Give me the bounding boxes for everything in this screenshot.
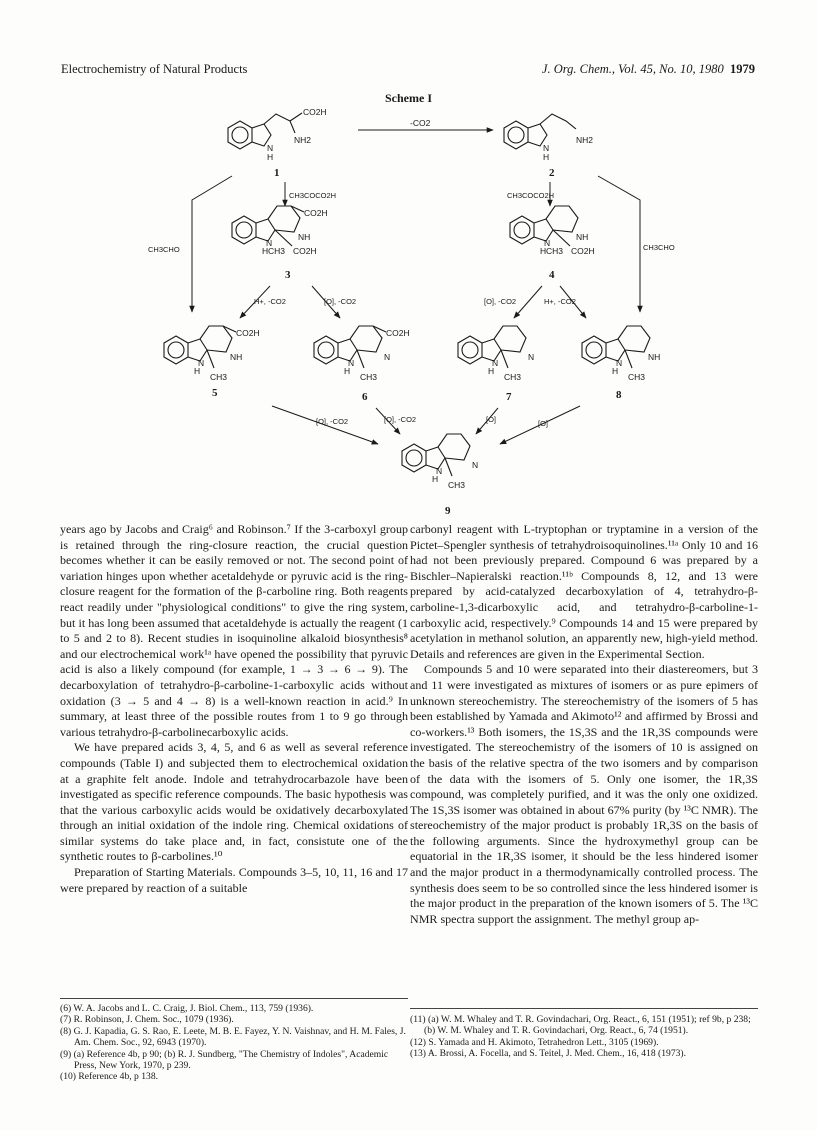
carboxyl-label: CO2H bbox=[293, 246, 317, 256]
indole-h-label: H bbox=[543, 152, 550, 162]
ring-nh-label: NH bbox=[230, 352, 243, 362]
reagent-ox-bottom-right: [O] bbox=[538, 419, 549, 428]
compound-label-6: 6 bbox=[362, 391, 368, 403]
page-number: 1979 bbox=[730, 62, 755, 76]
compound-label-5: 5 bbox=[212, 387, 218, 399]
reagent-ox-bottom-mid-right: [O] bbox=[486, 415, 497, 424]
compound-label-3: 3 bbox=[285, 269, 291, 281]
methyl-label: CH3 bbox=[268, 246, 286, 256]
running-header-journal bbox=[542, 62, 755, 77]
ring-n-label: N bbox=[384, 352, 391, 362]
footnote: (12) S. Yamada and H. Akimoto, Tetrahedron Lett., 3105 (1969). bbox=[410, 1036, 659, 1048]
indole-h-label: H bbox=[194, 366, 201, 376]
indole-n-label: N bbox=[492, 358, 499, 368]
methyl-label: CH3 bbox=[628, 372, 646, 382]
reaction-scheme bbox=[0, 100, 817, 520]
indole-n-label: N bbox=[543, 143, 550, 153]
indole-h-label: H bbox=[540, 246, 547, 256]
indole-h-label: H bbox=[344, 366, 351, 376]
reagent-pyruvic-left: CH3COCO2H bbox=[289, 191, 337, 200]
compound-label-8: 8 bbox=[616, 389, 622, 401]
compound-9-structure bbox=[402, 434, 478, 490]
paragraph: years ago by Jacobs and Craig⁶ and Robinson.⁷ If the 3-carboxyl group is retained through the ring-closure reaction, the crucial question becomes whether it can be easily removed or not. The second point of variation hinges upon whether acetaldehyde or pyruvic acid is the ring-closure reagent for the formation of the β-carboline ring. Both reagents react readily under "physiological conditions" to give the ring system, but it has long been assumed that acetaldehyde is actually the reagent (1 to 5 and 2 to 8). Recent studies in isoquinoline alkaloid biosynthesis⁸ and our electrochemical work¹ᵃ have opened the possibility that pyruvic acid is also a likely compound (for example, 1 → 3 → 6 → 9). The decarboxylation of tetrahydro-β-carboline-1-carboxylic acids without oxidation (3 → 5 and 4 → 8) is a well-known reaction in acid.⁹ In summary, at least three of the possible routes from 1 to 9 go through various tetrahydro-β-carbolinecarboxylic acids. bbox=[60, 522, 408, 739]
ring-n-label: N bbox=[472, 460, 479, 470]
indole-n-label: N bbox=[198, 358, 205, 368]
reagent-ox-co2-left: [O], -CO2 bbox=[324, 297, 357, 306]
compound-6-structure bbox=[314, 326, 410, 382]
ring-nh-label: NH bbox=[576, 232, 589, 242]
methyl-label: CH3 bbox=[504, 372, 522, 382]
indole-n-label: N bbox=[267, 143, 274, 153]
reagent-ox-co2-bottom-mid: [O], -CO2 bbox=[384, 415, 417, 424]
compound-7-structure bbox=[458, 326, 534, 382]
reagent-h-co2-left: H+, -CO2 bbox=[254, 297, 286, 306]
indole-n-label: N bbox=[616, 358, 623, 368]
indole-n-label: N bbox=[544, 238, 551, 248]
carboxyl-label: CO2H bbox=[236, 328, 260, 338]
carboxyl-label: CO2H bbox=[386, 328, 410, 338]
indole-h-label: H bbox=[262, 246, 269, 256]
carboxyl-label: CO2H bbox=[571, 246, 595, 256]
compound-8-structure bbox=[582, 326, 660, 382]
paragraph: Preparation of Starting Materials. Compounds 3–5, 10, 11, 16 and 17 were prepared by reaction of a suitable bbox=[60, 865, 408, 895]
compound-1-structure bbox=[228, 107, 327, 162]
footnotes-left bbox=[60, 1003, 408, 1083]
ring-n-label: N bbox=[528, 352, 535, 362]
footnote: (9) (a) Reference 4b, p 90; (b) R. J. Sundberg, "The Chemistry of Indoles", Academic Press, New York, 1970, p 239. bbox=[60, 1048, 389, 1072]
reagent-ox-co2-right: [O], -CO2 bbox=[484, 297, 517, 306]
indole-h-label: H bbox=[488, 366, 495, 376]
reagent-h-co2-right: H+, -CO2 bbox=[544, 297, 576, 306]
indole-n-label: N bbox=[436, 466, 443, 476]
reagent-acetaldehyde-left: CH3CHO bbox=[148, 245, 180, 254]
carboxyl-label: CO2H bbox=[304, 208, 328, 218]
indole-h-label: H bbox=[612, 366, 619, 376]
compound-label-9: 9 bbox=[445, 505, 451, 517]
indole-h-label: H bbox=[432, 474, 439, 484]
reagent-pyruvic-right: CH3COCO2H bbox=[507, 191, 555, 200]
footnote: (13) A. Brossi, A. Focella, and S. Teitel, J. Med. Chem., 16, 418 (1973). bbox=[410, 1048, 687, 1060]
carboxyl-label: CO2H bbox=[303, 107, 327, 117]
compound-3-structure bbox=[232, 206, 328, 256]
footnote: (11) (a) W. M. Whaley and T. R. Govindachari, Org. React., 6, 151 (1951); ref 9b, p 238; (b) W. M. Whaley and T. R. Govindachari, Org. React., 6, 74 (1951). bbox=[410, 1014, 751, 1037]
indole-h-label: H bbox=[267, 152, 274, 162]
reagent-decarboxylation: -CO2 bbox=[410, 118, 431, 128]
methyl-label: CH3 bbox=[210, 372, 228, 382]
reagent-acetaldehyde-right: CH3CHO bbox=[643, 243, 675, 252]
methyl-label: CH3 bbox=[360, 372, 378, 382]
running-header-title: Electrochemistry of Natural Products bbox=[61, 62, 248, 76]
reagent-ox-co2-bottom-left: [O], -CO2 bbox=[316, 417, 349, 426]
footnotes-right bbox=[410, 1014, 758, 1060]
journal-citation: J. Org. Chem., Vol. 45, No. 10, 1980 bbox=[541, 62, 724, 76]
amine-label: NH2 bbox=[576, 135, 594, 145]
body-column-right bbox=[410, 522, 758, 927]
compound-label-7: 7 bbox=[506, 391, 512, 403]
compound-label-2: 2 bbox=[549, 167, 555, 179]
footnote-divider-right bbox=[410, 1008, 758, 1009]
footnote: (10) Reference 4b, p 138. bbox=[60, 1071, 159, 1083]
scheme-title: Scheme I bbox=[385, 91, 432, 105]
footnote: (8) G. J. Kapadia, G. S. Rao, E. Leete, M. B. E. Fayez, Y. N. Vaishnav, and H. M. Fales, J. Am. Chem. Soc., 92, 6943 (1970). bbox=[60, 1025, 406, 1049]
compound-4-structure bbox=[510, 206, 595, 256]
footnote: (7) R. Robinson, J. Chem. Soc., 1079 (1936). bbox=[60, 1014, 234, 1026]
ring-nh-label: NH bbox=[648, 352, 661, 362]
paragraph: We have prepared acids 3, 4, 5, and 6 as well as several reference compounds (Table I) and subjected them to electrochemical oxidation at a graphite felt anode. Indole and tetrahydrocarbazole have been investigated as specific reference compounds. The basic hypothesis was that the various carboxylic acids would be oxidatively decarboxylated through an initial oxidation of the indole ring. Chemical oxidations of similar systems do take place and, in fact, consistute one of the synthetic routes to β-carbolines.¹⁰ bbox=[60, 740, 408, 864]
compound-2-structure bbox=[504, 114, 593, 162]
ring-nh-label: NH bbox=[298, 232, 311, 242]
indole-n-label: N bbox=[348, 358, 355, 368]
paragraph: carbonyl reagent with L-tryptophan or tryptamine in a version of the Pictet–Spengler synthesis of tetrahydroisoquinolines.¹¹ᵃ Only 10 and 16 had not been previously prepared. Compound 6 was prepared by a Bischler–Napieralski reaction.¹¹ᵇ Compounds 8, 12, and 13 were prepared by acid-catalyzed decarboxylation of 4, tetrahydro-β-carboline-1,3-dicarboxylic acid, and tetrahydro-β-carboline-1-carboxylic acid, respectively.⁹ Compounds 14 and 15 were prepared by acetylation in methanol solution, an apparently new, high-yield method. Details and references are given in the Experimental Section. bbox=[410, 522, 758, 661]
indole-n-label: N bbox=[266, 238, 273, 248]
methyl-label: CH3 bbox=[546, 246, 564, 256]
methyl-label: CH3 bbox=[448, 480, 466, 490]
paragraph: Compounds 5 and 10 were separated into their diastereomers, but 3 and 11 were investigated as mixtures of isomers or as pure epimers of unknown stereochemistry. The stereochemistry of the isomers of 5 has been established by Yamada and Akimoto¹² and affirmed by Brossi and co-workers.¹³ Both isomers, the 1S,3S and the 1R,3S compounds were investigated. The stereochemistry of the isomers of 10 is assigned on the basis of the relative spectra of the two isomers and by comparison of the data with the isomers of 5. Only one isomer, the 1R,3S compound, was completely purified, and it was the only one oxidized. The 1S,3S isomer was obtained in about 67% purity (by ¹³C NMR). The stereochemistry of the major product is probably 1R,3S on the basis of the following arguments. Since the hydroxymethyl group can be equatorial in the 1R,3S isomer, it should be the less hindered isomer and the major product in a thermodynamically controlled process. The synthesis does seem to be so controlled since the less hindered isomer is the major product in the preparation of the known isomers of 5. The ¹³C NMR spectra support the assignment. The methyl group ap- bbox=[410, 662, 758, 926]
compound-label-1: 1 bbox=[274, 167, 280, 179]
amine-label: NH2 bbox=[294, 135, 312, 145]
footnote-divider-left bbox=[60, 998, 408, 999]
body-column-left bbox=[60, 522, 408, 896]
compound-label-4: 4 bbox=[549, 269, 555, 281]
footnote: (6) W. A. Jacobs and L. C. Craig, J. Biol. Chem., 113, 759 (1936). bbox=[60, 1003, 314, 1014]
compound-5-structure bbox=[164, 326, 260, 382]
